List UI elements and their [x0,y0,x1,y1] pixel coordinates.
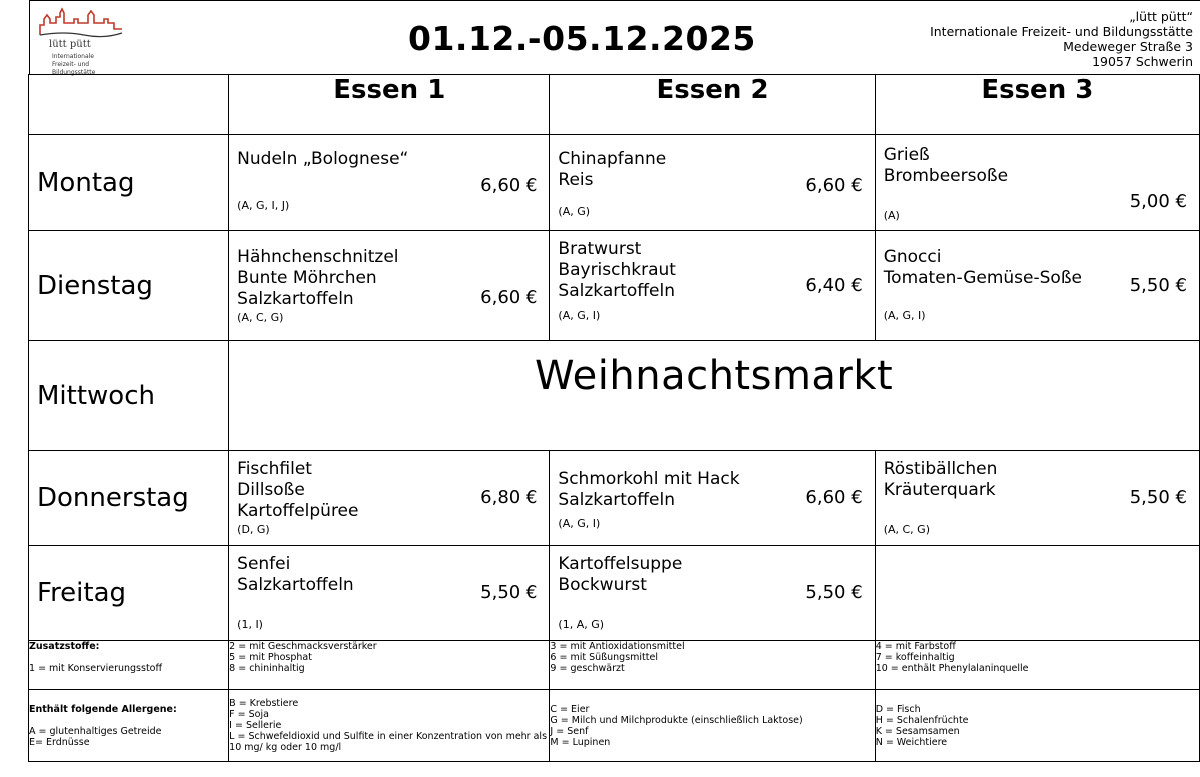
meal-cell [875,451,1199,546]
dish-line: Fischfilet [237,459,312,479]
allergen-codes: (A) [883,209,900,222]
allergen-codes: (A, G, I) [558,517,601,530]
meal-cell [550,546,875,641]
header [29,0,1200,75]
dish-line: Kartoffelsuppe [558,554,683,574]
dish-name [237,554,354,596]
column-header: Essen 1 [229,75,550,135]
meal-cell [229,546,550,641]
meal-cell [875,135,1199,231]
additives-row [29,641,1200,690]
price: 6,40 € [805,275,863,296]
dish-name [558,554,682,596]
price: 5,50 € [1129,275,1187,296]
special-event-cell [229,341,1200,451]
price: 5,50 € [480,582,538,603]
day-name: Donnerstag [29,451,229,546]
dish-line: Reis [558,170,594,190]
dish-name [237,459,358,522]
logo-subtext: Internationale Freizeit- und Bildungsstätte [52,53,96,76]
day-name: Mittwoch [29,341,229,451]
allergen-codes: (A, G, I, J) [237,199,290,212]
dish-line: Kräuterquark [883,480,996,500]
menu-table [28,74,1200,762]
dish-line: Röstibällchen [883,459,998,479]
dish-line: Bratwurst [558,239,642,259]
price: 6,60 € [480,287,538,308]
dish-line: Brombeersoße [883,166,1009,186]
dish-name [237,247,398,310]
dish-line: Bockwurst [558,575,647,595]
price: 6,60 € [480,175,538,196]
dish-line: Hähnchenschnitzel [237,247,399,267]
allergens-legend: C = Eier G = Milch und Milchprodukte (einschließlich Laktose) J = Senf M = Lupinen [550,690,875,762]
dish-name [558,469,739,511]
allergen-codes: (D, G) [237,523,270,536]
additives-legend: 3 = mit Antioxidationsmittel 6 = mit Süßungsmittel 9 = geschwärzt [550,641,875,690]
dish-line: Senfei [237,554,291,574]
price: 5,00 € [1129,191,1187,212]
allergens-legend: Enthält folgende Allergene: A = glutenhaltiges Getreide E= Erdnüsse [29,690,229,762]
dish-line: Salzkartoffeln [558,281,675,301]
additives-legend: 4 = mit Farbstoff 7 = koffeinhaltig 10 = enthält Phenylalaninquelle [875,641,1199,690]
allergen-codes: (1, A, G) [558,618,605,631]
corner-cell [29,75,229,135]
column-header-row [29,75,1200,135]
allergen-codes: (A, G, I) [558,309,601,322]
price: 6,60 € [805,487,863,508]
logo-text: lütt pütt [49,39,91,50]
dish-name [558,149,666,191]
allergens-row [29,690,1200,762]
meal-cell [550,231,875,341]
price: 6,60 € [805,175,863,196]
allergen-codes: (1, I) [237,618,263,631]
price: 6,80 € [480,487,538,508]
allergen-codes: (A, G) [558,205,591,218]
dish-line: Grieß [883,145,930,165]
day-name: Dienstag [29,231,229,341]
meal-cell [229,231,550,341]
price: 5,50 € [805,582,863,603]
meal-cell [229,451,550,546]
allergens-legend: B = Krebstiere F = Soja I = Sellerie L = Schwefeldioxid und Sulfite in einer Konzentration von mehr als 10 mg/ kg oder 10 mg/l [229,690,550,762]
column-header: Essen 3 [875,75,1199,135]
day-row [29,135,1200,231]
dish-line: Chinapfanne [558,149,667,169]
dish-name [884,145,1008,187]
dish-name [884,247,1082,289]
meal-cell [875,546,1199,641]
dish-line: Salzkartoffeln [237,289,354,309]
address-line: Medeweger Straße 3 [1063,39,1193,54]
dish-line: Salzkartoffeln [558,490,675,510]
meal-cell [550,135,875,231]
address-block [930,9,1193,69]
dish-name [237,149,408,170]
dish-line: Kartoffelpüree [237,501,359,521]
dish-name [558,239,676,302]
address-line: „lütt pütt“ [1129,9,1193,24]
castle-logo-icon [34,5,126,39]
dish-line: Gnocci [883,247,942,267]
meal-cell [229,135,550,231]
dish-line: Nudeln „Bolognese“ [237,149,409,169]
day-row [29,341,1200,451]
logo [34,5,126,76]
dish-line: Bunte Möhrchen [237,268,377,288]
dish-line: Bayrischkraut [558,260,676,280]
allergen-codes: (A, C, G) [883,523,930,536]
day-row [29,451,1200,546]
dish-line: Tomaten-Gemüse-Soße [883,268,1082,288]
date-range-title: 01.12.-05.12.2025 [408,19,756,58]
address-line: Internationale Freizeit- und Bildungsstätte [930,24,1193,39]
dish-name [884,459,998,501]
day-name: Freitag [29,546,229,641]
dish-line: Dillsoße [237,480,305,500]
meal-cell [550,451,875,546]
allergens-legend: D = Fisch H = Schalenfrüchte K = Sesamsamen N = Weichtiere [875,690,1199,762]
additives-legend: Zusatzstoffe: 1 = mit Konservierungsstoff [29,641,229,690]
day-row [29,546,1200,641]
dish-line: Salzkartoffeln [237,575,354,595]
dish-line: Schmorkohl mit Hack [558,469,740,489]
meal-cell [875,231,1199,341]
day-row [29,231,1200,341]
special-event-label: Weihnachtsmarkt [534,353,894,399]
allergen-codes: (A, C, G) [237,311,284,324]
column-header: Essen 2 [550,75,875,135]
address-line: 19057 Schwerin [1092,54,1193,69]
additives-legend: 2 = mit Geschmacksverstärker 5 = mit Phosphat 8 = chininhaltig [229,641,550,690]
day-name: Montag [29,135,229,231]
allergen-codes: (A, G, I) [883,309,926,322]
price: 5,50 € [1129,487,1187,508]
